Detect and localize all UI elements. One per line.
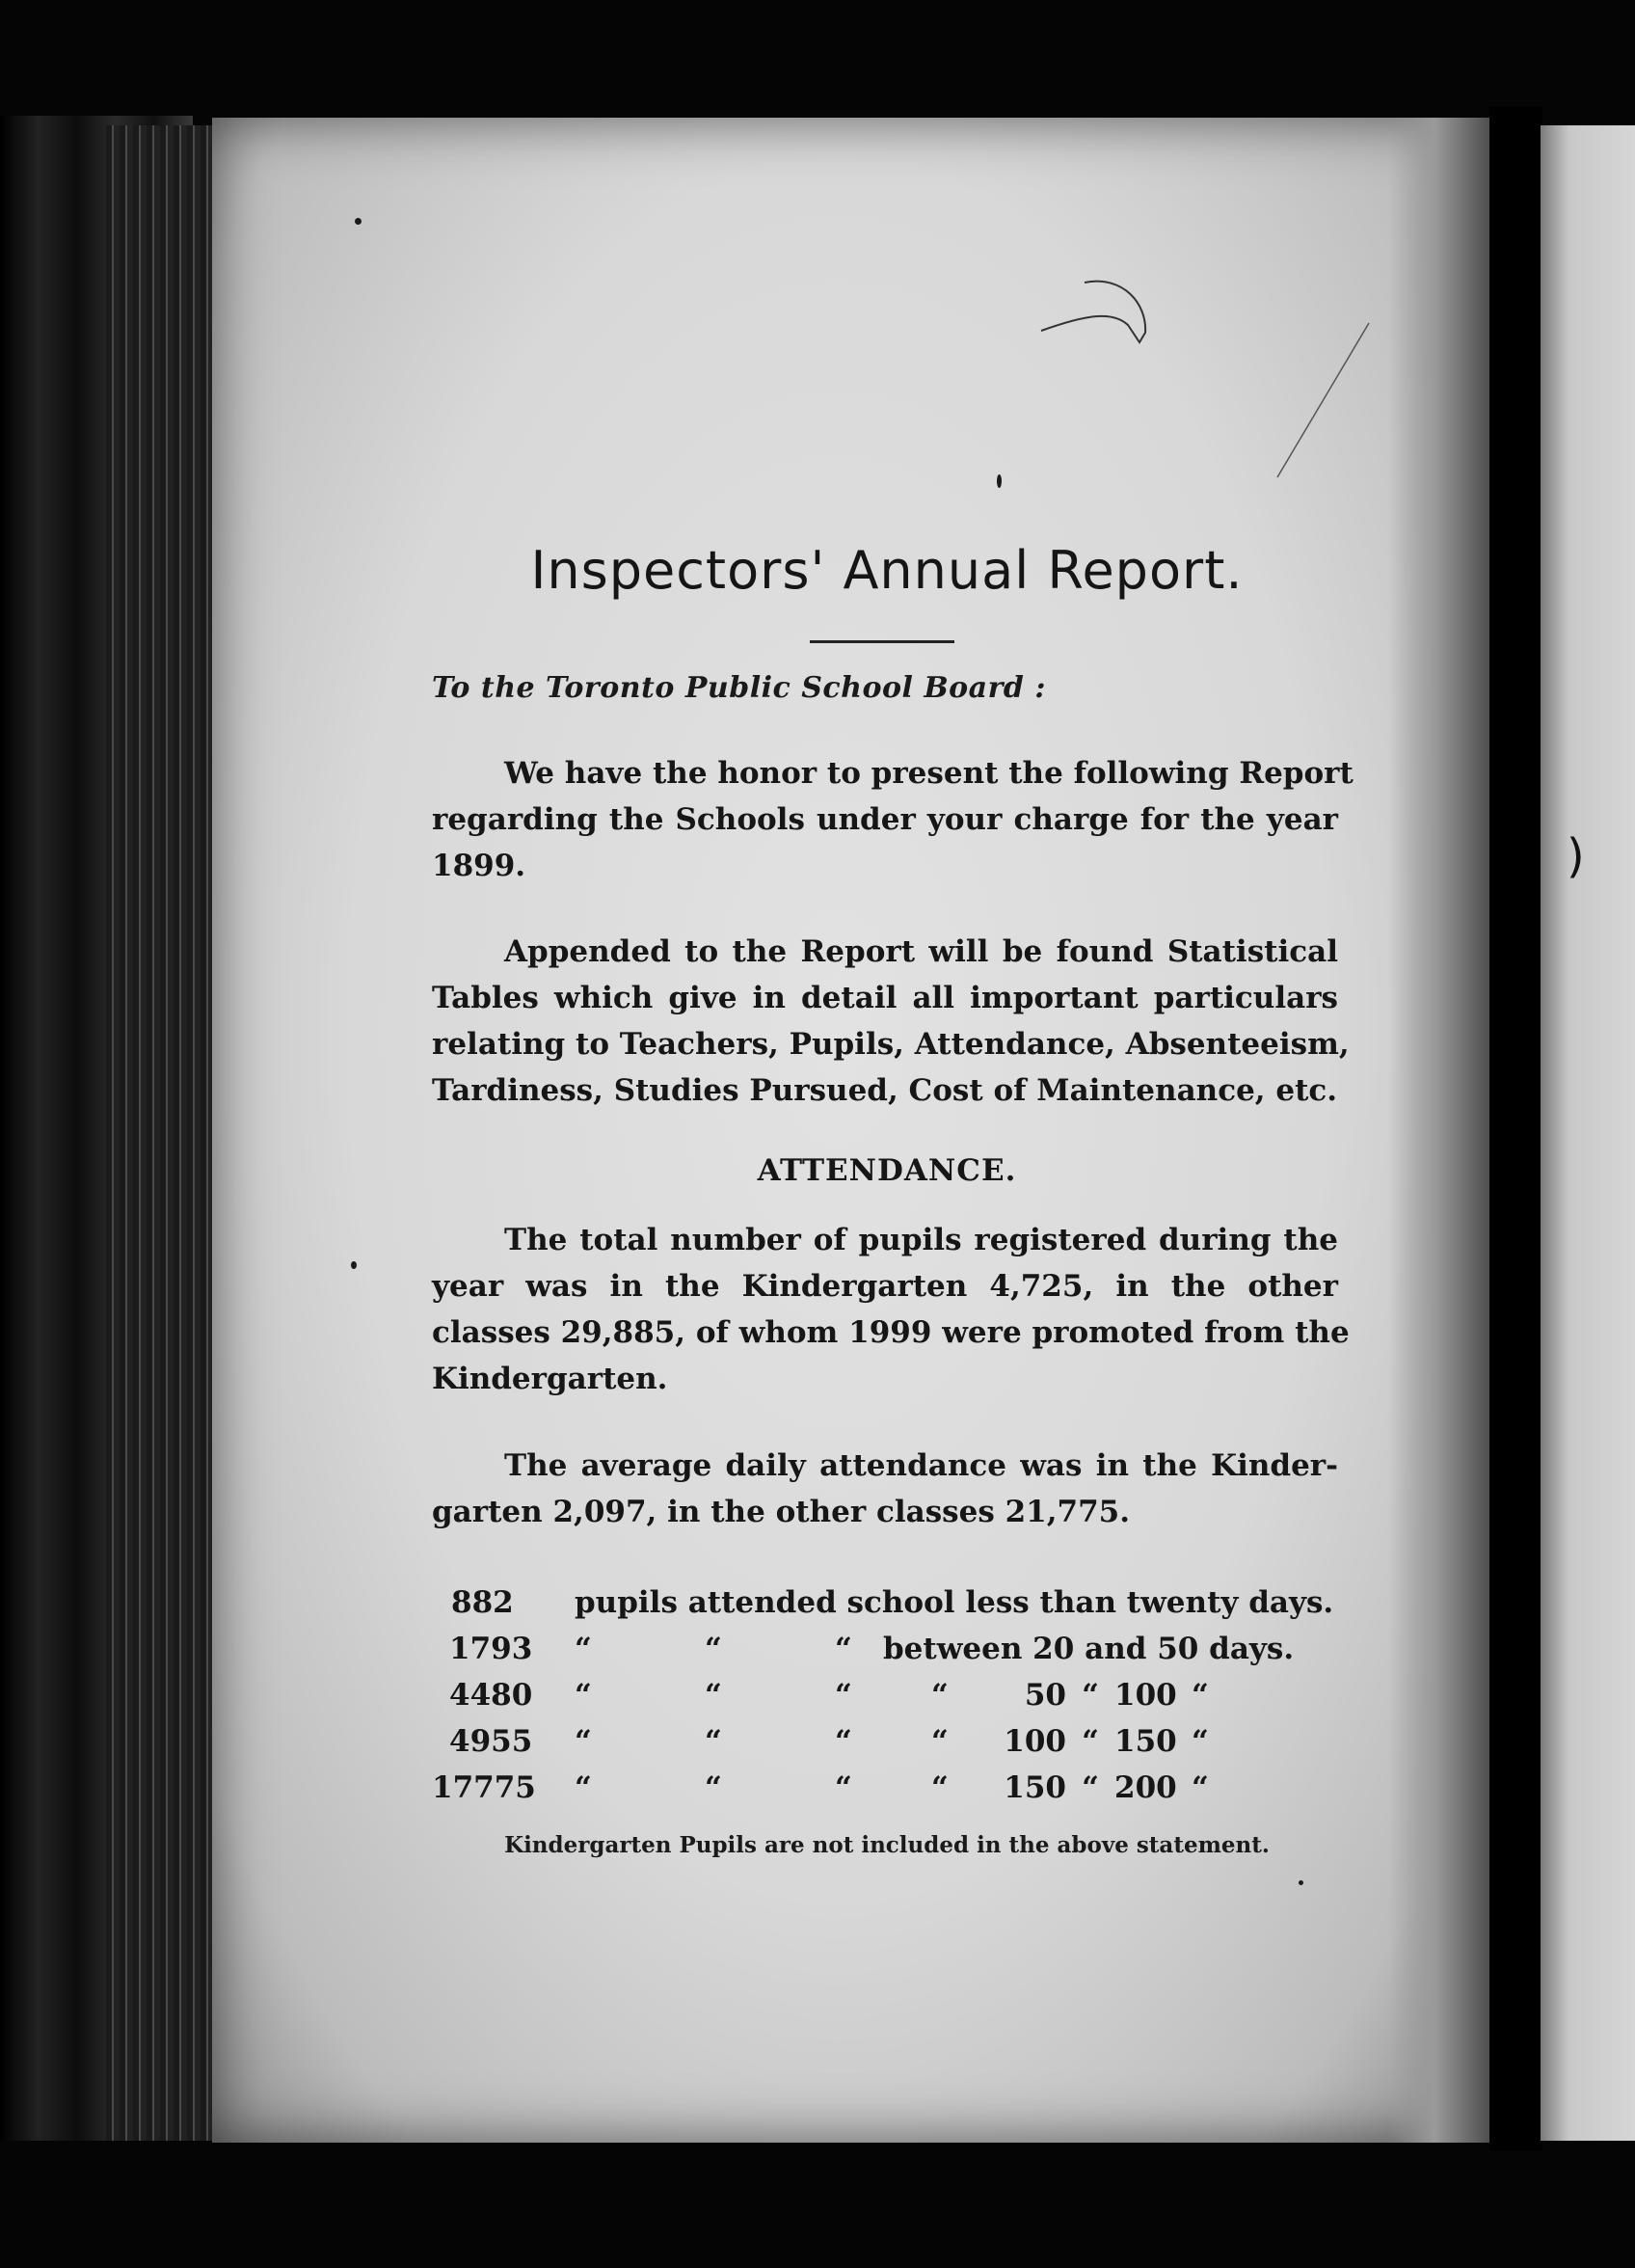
range-to: 200 — [1114, 1770, 1177, 1805]
intro-line: 1899. — [432, 849, 526, 883]
scan-speck — [355, 218, 362, 225]
registered-line: The total number of pupils registered during the — [504, 1223, 1338, 1257]
ditto-mark: “ — [705, 1678, 722, 1713]
pupil-count: 17775 — [432, 1770, 536, 1805]
ditto-mark: “ — [1082, 1770, 1099, 1805]
section-heading: ATTENDANCE. — [757, 1153, 1017, 1188]
pupil-count: 4955 — [449, 1724, 533, 1759]
book-page-stack — [106, 125, 212, 2141]
row-ditto-cell — [575, 1765, 1333, 1811]
table-row — [432, 1765, 1333, 1811]
table-row — [432, 1718, 1333, 1765]
scan-speck — [351, 1261, 357, 1269]
appendix-line: Appended to the Report will be found Statistical — [504, 934, 1338, 969]
row-text: pupils attended school less than twenty days. — [575, 1585, 1334, 1620]
appendix-line: Tables which give in detail all important particulars — [432, 981, 1338, 1015]
registered-line: year was in the Kindergarten 4,725, in the other — [432, 1269, 1338, 1304]
ditto-mark: “ — [1192, 1678, 1209, 1713]
facing-page-bracket-mark: ) — [1567, 829, 1585, 883]
appendix-paragraph — [432, 929, 1350, 1114]
pen-stroke — [1273, 318, 1379, 482]
attendance-table — [432, 1580, 1333, 1811]
book-gutter — [1489, 106, 1542, 2150]
scan-speck — [1299, 1880, 1303, 1885]
appendix-line: Tardiness, Studies Pursued, Cost of Maintenance, etc. — [432, 1073, 1338, 1108]
row-ditto-cell — [575, 1672, 1333, 1718]
registered-paragraph — [432, 1217, 1350, 1402]
footnote: Kindergarten Pupils are not included in the above statement. — [504, 1832, 1270, 1858]
page-title: Inspectors' Annual Report. — [530, 540, 1244, 601]
intro-paragraph — [432, 750, 1354, 889]
ditto-mark: “ — [835, 1724, 852, 1759]
title-rule — [810, 640, 954, 643]
ditto-mark: “ — [835, 1632, 852, 1666]
registered-line: Kindergarten. — [432, 1362, 668, 1396]
appendix-line: relating to Teachers, Pupils, Attendance, Absenteeism, — [432, 1027, 1350, 1062]
ditto-mark: “ — [931, 1678, 949, 1713]
pupil-count: 882 — [451, 1585, 514, 1620]
ditto-mark: “ — [575, 1632, 592, 1666]
row-ditto-cell — [575, 1718, 1333, 1765]
average-paragraph — [432, 1443, 1338, 1535]
ditto-mark: “ — [1082, 1724, 1099, 1759]
average-line: The average daily attendance was in the Kinder- — [504, 1448, 1338, 1483]
range-to: 100 — [1114, 1678, 1177, 1713]
range-to: 150 — [1114, 1724, 1177, 1759]
intro-line: We have the honor to present the following Report — [504, 756, 1354, 791]
ditto-mark: “ — [931, 1770, 949, 1805]
ditto-mark: “ — [835, 1678, 852, 1713]
row-ditto-cell — [575, 1626, 1333, 1672]
table-row — [432, 1672, 1333, 1718]
ditto-mark: “ — [931, 1724, 949, 1759]
pupil-count: 4480 — [449, 1678, 533, 1713]
ditto-mark: “ — [1082, 1678, 1099, 1713]
ditto-mark: “ — [575, 1678, 592, 1713]
salutation: To the Toronto Public School Board : — [432, 671, 1046, 705]
ditto-mark: “ — [575, 1724, 592, 1759]
range-from: 50 — [1024, 1678, 1066, 1713]
range-from: 150 — [1004, 1770, 1066, 1805]
ditto-mark: “ — [1192, 1724, 1209, 1759]
ditto-mark: “ — [1192, 1770, 1209, 1805]
pupil-count: 1793 — [449, 1632, 533, 1666]
pen-scribble — [1032, 275, 1157, 371]
ditto-mark: “ — [705, 1632, 722, 1666]
row-text: between 20 and 50 days. — [883, 1632, 1295, 1666]
ditto-mark: “ — [835, 1770, 852, 1805]
page-shadow — [1388, 118, 1504, 2143]
table-row — [432, 1580, 1333, 1626]
ditto-mark: “ — [705, 1724, 722, 1759]
average-line: garten 2,097, in the other classes 21,775. — [432, 1495, 1131, 1529]
scan-speck — [997, 474, 1002, 488]
intro-line: regarding the Schools under your charge for the year — [432, 802, 1338, 837]
table-row — [432, 1626, 1333, 1672]
registered-line: classes 29,885, of whom 1999 were promoted from the — [432, 1315, 1350, 1350]
ditto-mark: “ — [705, 1770, 722, 1805]
facing-page-edge — [1541, 125, 1635, 2141]
ditto-mark: “ — [575, 1770, 592, 1805]
range-from: 100 — [1004, 1724, 1066, 1759]
